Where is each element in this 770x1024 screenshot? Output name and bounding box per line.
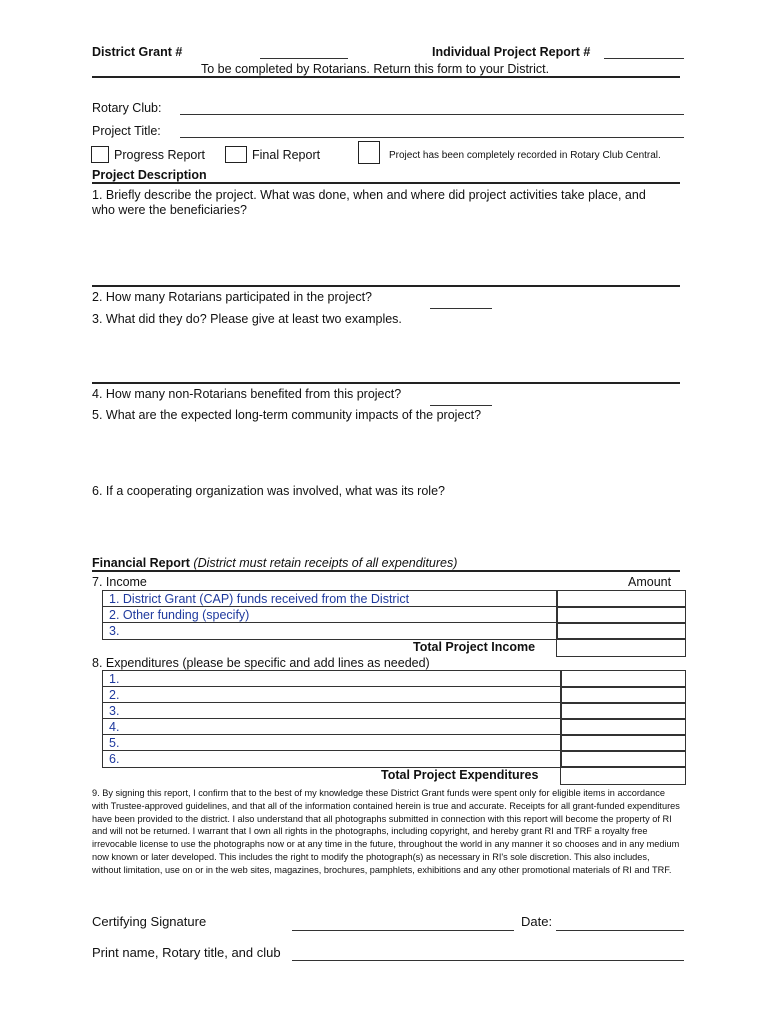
final-report-checkbox[interactable] [225,146,247,163]
project-title-input[interactable] [180,137,684,138]
q1-answer-divider[interactable] [92,285,680,287]
progress-report-label: Progress Report [114,148,206,162]
rotary-club-input[interactable] [180,114,684,115]
question-3: 3. What did they do? Please give at least two examples. [92,312,402,326]
expenditure-item-4: 4. [109,720,120,734]
q3-answer-divider[interactable] [92,382,680,384]
question-6: 6. If a cooperating organization was involved, what was its role? [92,484,445,498]
description-divider [92,182,680,184]
total-income-amount[interactable] [556,638,686,657]
expenditure-item-5: 5. [109,736,120,750]
final-report-label: Final Report [252,148,321,162]
financial-subheading: (District must retain receipts of all expenditures) [193,556,458,570]
header-divider [92,76,680,78]
financial-divider [92,570,680,572]
non-rotarians-count-input[interactable] [430,405,492,406]
rotarians-count-input[interactable] [430,308,492,309]
income-row-divider [102,622,556,623]
income-item-2: 2. Other funding (specify) [109,608,250,622]
print-name-input[interactable] [292,960,684,961]
signature-input[interactable] [292,930,514,931]
project-title-label: Project Title: [92,124,161,138]
amount-label: Amount [628,575,672,589]
income-row-divider [102,606,556,607]
project-description-heading: Project Description [92,168,207,182]
expenditure-item-1: 1. [109,672,120,686]
expenditure-row-divider [102,718,560,719]
expenditure-row-divider [102,686,560,687]
question-5: 5. What are the expected long-term community impacts of the project? [92,408,482,422]
expenditure-item-6: 6. [109,752,120,766]
total-expenditures-label: Total Project Expenditures [381,768,539,782]
question-1: 1. Briefly describe the project. What was done, when and where did project activities take place, and [92,188,646,202]
financial-heading: Financial Report [92,556,190,570]
rotary-club-label: Rotary Club: [92,101,162,115]
print-name-label: Print name, Rotary title, and club [92,945,281,960]
expenditure-item-3: 3. [109,704,120,718]
question-1-cont: who were the beneficiaries? [92,203,247,217]
income-item-3: 3. [109,624,120,638]
income-label: 7. Income [92,575,147,589]
progress-report-checkbox[interactable] [91,146,109,163]
question-2: 2. How many Rotarians participated in the project? [92,290,373,304]
total-expenditures-amount[interactable] [560,766,686,785]
individual-report-input[interactable] [604,58,684,59]
recorded-label: Project has been completely recorded in Rotary Club Central. [389,150,661,161]
total-income-label: Total Project Income [413,640,536,654]
expenditure-items-box [102,670,562,768]
instruction-text: To be completed by Rotarians. Return this form to your District. [201,62,550,76]
date-input[interactable] [556,930,684,931]
district-grant-label: District Grant # [92,45,183,59]
date-label: Date: [521,914,553,929]
expenditure-row-divider [102,734,560,735]
recorded-checkbox[interactable] [358,141,380,164]
expenditures-label: 8. Expenditures (please be specific and add lines as needed) [92,656,430,670]
question-4: 4. How many non-Rotarians benefited from this project? [92,387,402,401]
expenditure-row-divider [102,702,560,703]
individual-report-label: Individual Project Report # [432,45,591,59]
signature-label: Certifying Signature [92,914,207,929]
income-item-1: 1. District Grant (CAP) funds received from the District [109,592,410,606]
expenditure-item-2: 2. [109,688,120,702]
financial-heading-row [92,556,457,570]
expenditure-row-divider [102,750,560,751]
district-grant-input[interactable] [260,58,348,59]
certification-text: 9. By signing this report, I confirm that to the best of my knowledge these District Grant funds were spent only for eligible items in accordance with Trustee-approved guidelines, and that all of the information contained herein is true and accurate. Receipts for all grant-funded expenditures have been provided to the district. I also understand that all photographs submitted in connection with this report will become the property of RI and will not be returned. I warrant that I own all rights in the photographs, including copyright, and hereby grant RI and TRF a royalty free irrevocable license to use the photographs now or at any time in the future, throughout the world in any manner it so chooses and in any medium now known or later developed. This includes the right to modify the photograph(s) as necessary in RI's sole discretion. This also includes, without limitation, use on or in the web sites, magazines, brochures, pamphlets, exhibitions and any other promotional materials of RI and TRF. [92,788,680,875]
